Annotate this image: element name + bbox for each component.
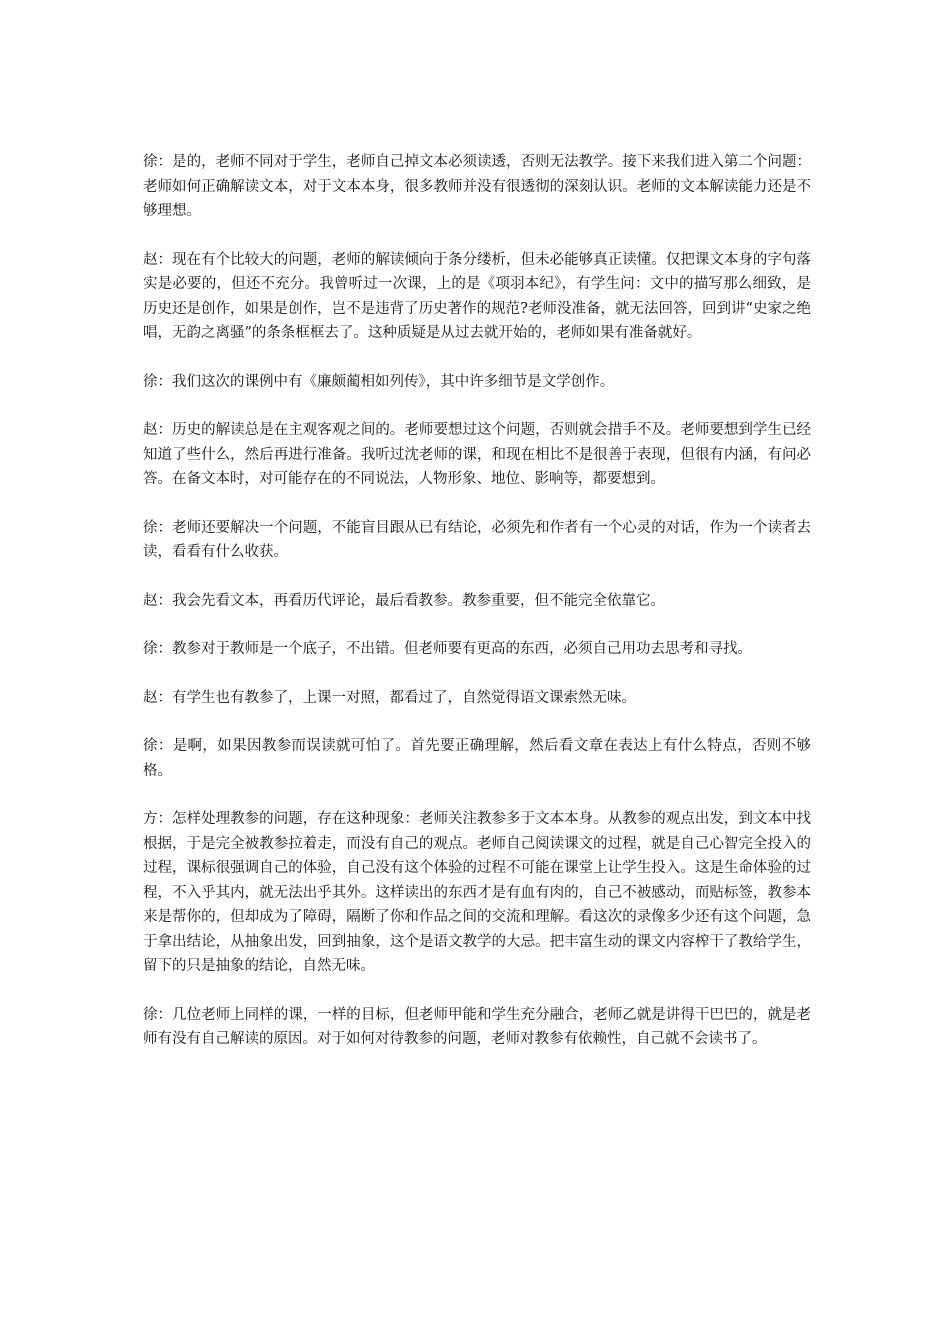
dialogue-paragraph-6: 赵：我会先看文本，再看历代评论，最后看教参。教参重要，但不能完全依靠它。 xyxy=(143,592,665,609)
dialogue-paragraph-11: 徐：几位老师上同样的课，一样的目标，但老师甲能和学生充分融合，老师乙就是讲得干巴巴的，就是老师有没有自己解读的原因。对于如何对待教参的问题，老师对教参有依赖性，自己就不会读书了。 xyxy=(143,1006,811,1047)
document-page xyxy=(143,150,811,1052)
dialogue-paragraph-9: 徐：是啊，如果因教参而误读就可怕了。首先要正确理解，然后看文章在表达上有什么特点，否则不够格。 xyxy=(143,738,811,779)
dialogue-paragraph-7: 徐：教参对于教师是一个底子，不出错。但老师要有更高的东西，必须自己用功去思考和寻找。 xyxy=(143,641,752,657)
dialogue-paragraph-3: 徐：我们这次的课例中有《廉颇蔺相如列传》，其中许多细节是文学创作。 xyxy=(143,373,615,390)
dialogue-paragraph-1: 徐：是的，老师不同对于学生，老师自己掉文本必须读透，否则无法教学。接下来我们进入第二个问题：老师如何正确解读文本，对于文本本身，很多教师并没有很透彻的深刻认识。老师的文本解读能力还是不够理想。 xyxy=(143,154,811,219)
dialogue-paragraph-5: 徐：老师还要解决一个问题，不能盲目跟从已有结论，必须先和作者有一个心灵的对话，作为一个读者去读，看看有什么收获。 xyxy=(143,519,811,560)
dialogue-paragraph-2: 赵：现在有个比较大的问题，老师的解读倾向于条分缕析，但未必能够真正读懂。仅把课文本身的字句落实是必要的，但还不充分。我曾听过一次课，上的是《项羽本纪》，有学生问：文中的描写那么细致，是历史还是创作，如果是创作，岂不是违背了历史著作的规范?老师没准备，就无法回答，回到讲“史家之绝唱，无韵之离骚”的条条框框去了。这种质疑是从过去就开始的，老师如果有准备就好。 xyxy=(143,251,811,341)
dialogue-paragraph-10: 方：怎样处理教参的问题，存在这种现象：老师关注教参多于文本本身。从教参的观点出发，到文本中找根据，于是完全被教参拉着走，而没有自己的观点。老师自己阅读课文的过程，就是自己心智完全投入的过程，课标很强调自己的体验，自己没有这个体验的过程不可能在课堂上让学生投入。这是生命体验的过程，不入乎其内，就无法出乎其外。这样读出的东西才是有血有肉的，自己不被感动，而贴标签，教参本来是帮你的，但却成为了障碍，隔断了你和作品之间的交流和理解。看这次的录像多少还有这个问题，急于拿出结论，从抽象出发，回到抽象，这个是语文教学的大忌。把丰富生动的课文内容榨干了教给学生，留下的只是抽象的结论，自然无味。 xyxy=(143,811,811,974)
dialogue-paragraph-8: 赵：有学生也有教参了，上课一对照，都看过了，自然觉得语文课索然无味。 xyxy=(143,689,636,706)
dialogue-paragraph-4: 赵：历史的解读总是在主观客观之间的。老师要想过这个问题，否则就会措手不及。老师要想到学生已经知道了些什么，然后再进行准备。我听过沈老师的课，和现在相比不是很善于表现，但很有内涵，有问必答。在备文本时，对可能存在的不同说法，人物形象、地位、影响等，都要想到。 xyxy=(143,422,811,487)
